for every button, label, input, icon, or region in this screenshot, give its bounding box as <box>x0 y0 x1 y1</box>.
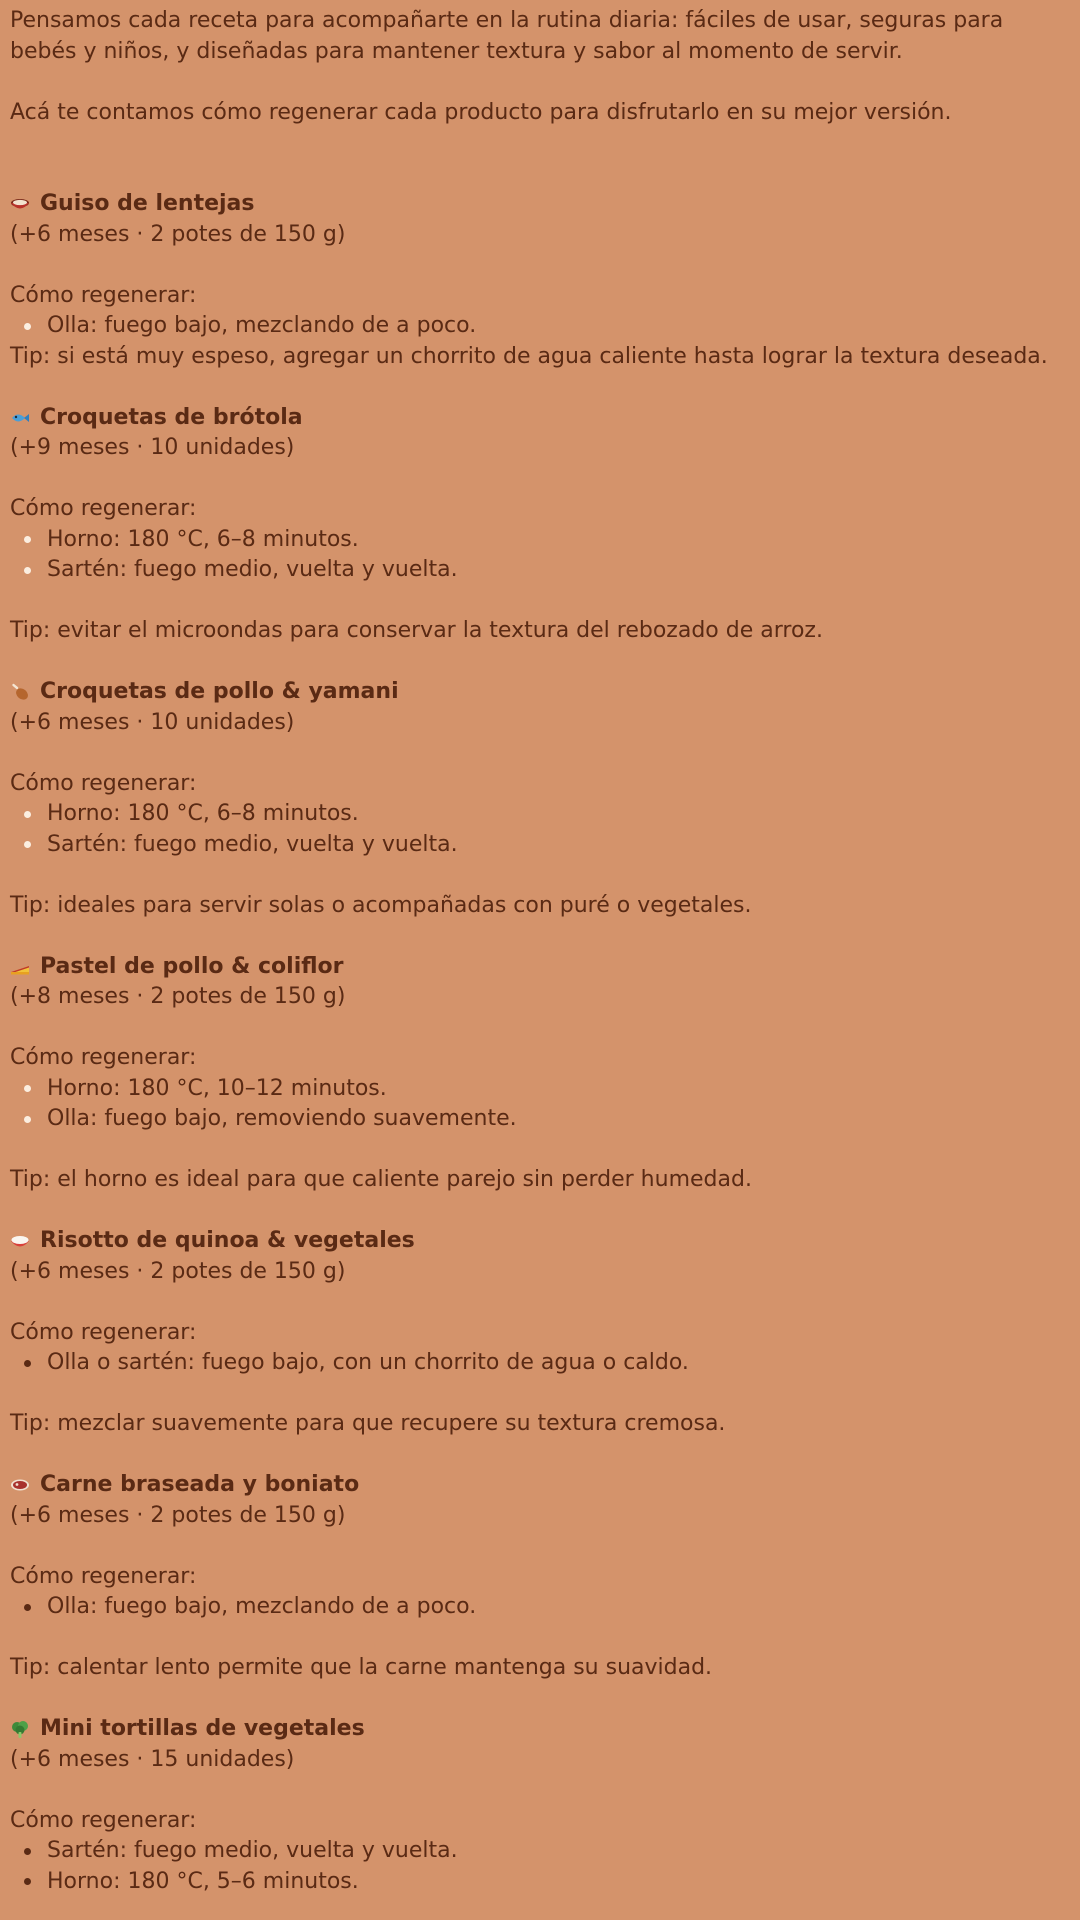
list-item: Olla: fuego bajo, mezclando de a poco. <box>10 311 1070 342</box>
list-item: Horno: 180 °C, 6–8 minutos. <box>10 799 1070 830</box>
product-title: Guiso de lentejas <box>40 191 255 216</box>
bullet-icon <box>24 323 31 330</box>
product-meta: (+8 meses · 2 potes de 150 g) <box>10 984 346 1009</box>
product-croquetas-de-brotola <box>10 403 1070 647</box>
list-item: Horno: 180 °C, 5–6 minutos. <box>10 1867 1070 1898</box>
regenerate-label: Cómo regenerar: <box>10 1319 197 1345</box>
product-title: Mini tortillas de vegetales <box>40 1716 365 1741</box>
product-tip: Tip: el horno es ideal para que caliente parejo sin perder humedad. <box>10 1167 752 1192</box>
product-title: Risotto de quinoa & vegetales <box>40 1228 415 1253</box>
intro-line-3: Acá te contamos cómo regenerar cada producto para disfrutarlo en su mejor versión. <box>10 99 952 125</box>
bullet-icon <box>24 1604 31 1611</box>
steps-list <box>10 1074 1070 1135</box>
intro-line-1: Pensamos cada receta para acompañarte en la rutina diaria: fáciles de usar, seguras para <box>10 8 1004 33</box>
regenerate-label: Cómo regenerar: <box>10 1045 197 1070</box>
product-meta: (+6 meses · 15 unidades) <box>10 1746 295 1772</box>
fish-icon <box>10 408 30 428</box>
bullet-icon <box>24 1848 31 1855</box>
bowl-icon <box>10 194 30 214</box>
product-title: Carne braseada y boniato <box>40 1472 360 1497</box>
product-meta: (+9 meses · 10 unidades) <box>10 435 295 460</box>
regenerate-label: Cómo regenerar: <box>10 1807 197 1833</box>
bullet-icon <box>24 811 31 818</box>
product-tip: Tip: calentar lento permite que la carne mantenga su suavidad. <box>10 1655 713 1680</box>
product-tip: Tip: ideales para servir solas o acompañadas con puré o vegetales. <box>10 892 752 918</box>
product-pastel-de-pollo-coliflor <box>10 952 1070 1196</box>
list-item: Olla o sartén: fuego bajo, con un chorrito de agua o caldo. <box>10 1348 1070 1379</box>
list-item: Olla: fuego bajo, removiendo suavemente. <box>10 1104 1070 1135</box>
steps-list <box>10 1836 1070 1897</box>
product-guiso-de-lentejas <box>10 189 1070 372</box>
rice-bowl-icon <box>10 1231 30 1251</box>
product-mini-tortillas-de-vegetales <box>10 1714 1070 1897</box>
regenerate-label: Cómo regenerar: <box>10 770 197 796</box>
bullet-icon <box>24 567 31 574</box>
product-title: Croquetas de pollo & yamani <box>40 679 399 704</box>
bullet-icon <box>24 536 31 543</box>
steps-list <box>10 1348 1070 1379</box>
list-item: Sartén: fuego medio, vuelta y vuelta. <box>10 830 1070 861</box>
product-title: Pastel de pollo & coliflor <box>40 953 344 979</box>
product-croquetas-de-pollo-yamani <box>10 677 1070 921</box>
steak-icon <box>10 1475 30 1495</box>
steps-list <box>10 525 1070 586</box>
list-item: Olla: fuego bajo, mezclando de a poco. <box>10 1592 1070 1623</box>
product-meta: (+6 meses · 2 potes de 150 g) <box>10 1258 346 1284</box>
broccoli-icon <box>10 1719 30 1739</box>
bullet-icon <box>24 1085 31 1092</box>
product-meta: (+6 meses · 10 unidades) <box>10 709 295 735</box>
regenerate-label: Cómo regenerar: <box>10 282 197 308</box>
chicken-leg-icon <box>10 682 30 702</box>
list-item: Sartén: fuego medio, vuelta y vuelta. <box>10 1836 1070 1867</box>
bullet-icon <box>24 841 31 848</box>
regenerate-label: Cómo regenerar: <box>10 1563 197 1589</box>
product-title: Croquetas de brótola <box>40 404 303 430</box>
steps-list <box>10 799 1070 860</box>
bullet-icon <box>24 1360 31 1367</box>
intro-line-2: bebés y niños, y diseñadas para mantener textura y sabor al momento de servir. <box>10 38 903 64</box>
regenerate-label: Cómo regenerar: <box>10 496 197 521</box>
product-meta: (+6 meses · 2 potes de 150 g) <box>10 1502 346 1528</box>
steps-list <box>10 311 1070 342</box>
list-item: Horno: 180 °C, 6–8 minutos. <box>10 525 1070 556</box>
pie-slice-icon <box>10 957 30 977</box>
list-item: Sartén: fuego medio, vuelta y vuelta. <box>10 555 1070 586</box>
product-tip: Tip: si está muy espeso, agregar un chorrito de agua caliente hasta lograr la textura deseada. <box>10 343 1048 369</box>
product-tip: Tip: evitar el microondas para conservar la textura del rebozado de arroz. <box>10 618 823 643</box>
list-item: Horno: 180 °C, 10–12 minutos. <box>10 1074 1070 1105</box>
bullet-icon <box>24 1116 31 1123</box>
product-meta: (+6 meses · 2 potes de 150 g) <box>10 221 346 247</box>
bullet-icon <box>24 1878 31 1885</box>
steps-list <box>10 1592 1070 1623</box>
product-carne-braseada-boniato <box>10 1470 1070 1684</box>
product-tip: Tip: mezclar suavemente para que recupere su textura cremosa. <box>10 1411 726 1436</box>
product-risotto-de-quinoa-vegetales <box>10 1226 1070 1440</box>
